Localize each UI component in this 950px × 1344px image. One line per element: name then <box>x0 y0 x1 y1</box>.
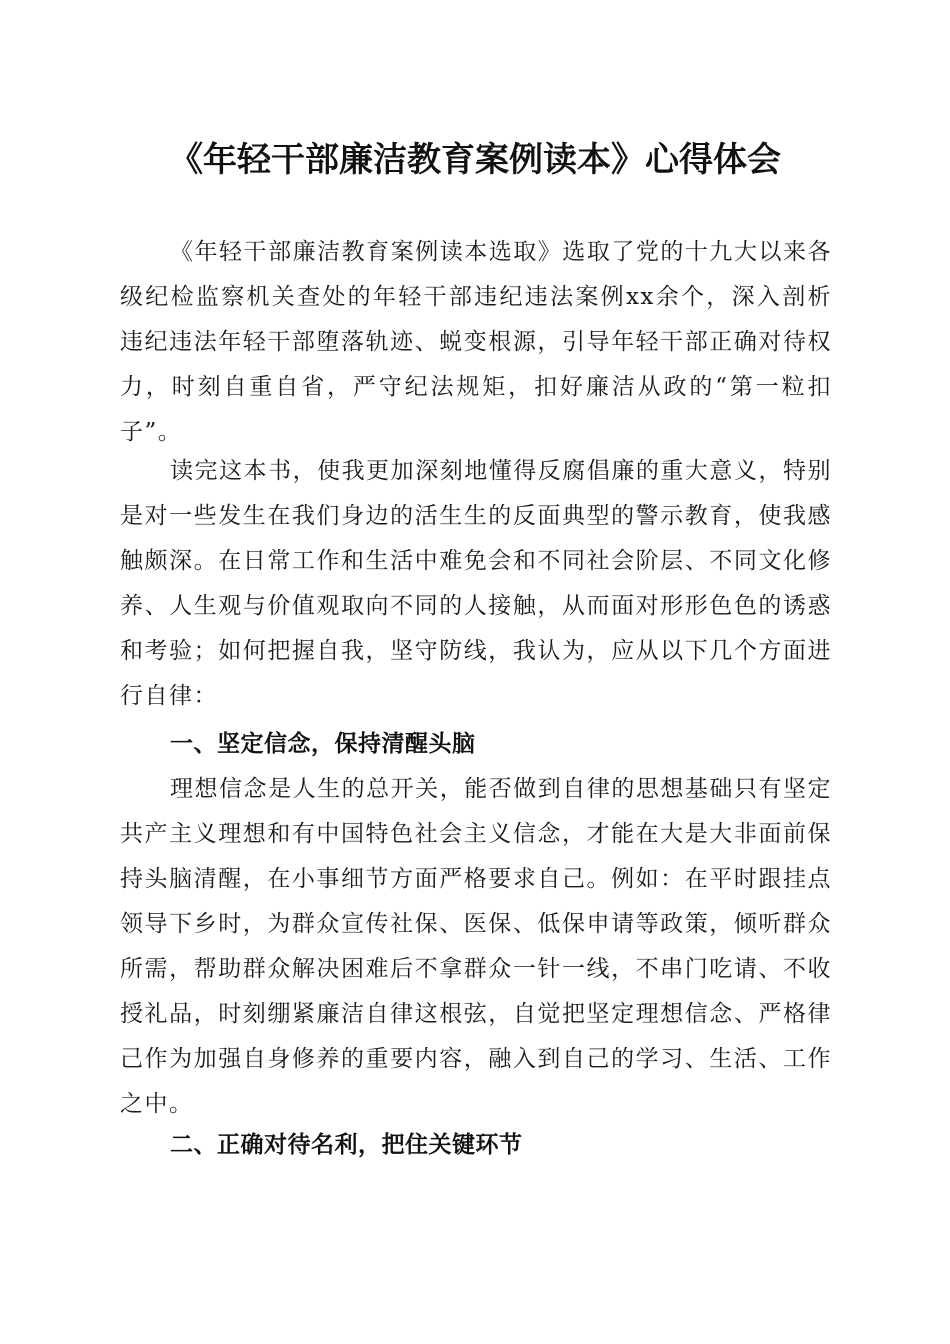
document-title: 《年轻干部廉洁教育案例读本》心得体会 <box>169 140 781 180</box>
section-heading-2 <box>120 1123 832 1168</box>
heading-text: 二、正确对待名利，把住关键环节 <box>170 1132 523 1158</box>
paragraph-text: 读完这本书，使我更加深刻地懂得反腐倡廉的重大意义，特别是对一些发生在我们身边的活生生的反面典型的警示教育，使我感触颇深。在日常工作和生活中难免会和不同社会阶层、不同文化修养、人生观与价值观取向不同的人接触，从而面对形形色色的诱惑和考验；如何把握自我，坚守防线，我认为，应从以下几个方面进行自律： <box>120 458 832 709</box>
section-heading-1 <box>120 722 832 767</box>
heading-text: 一、坚定信念，保持清醒头脑 <box>170 731 476 757</box>
paragraph-section-1 <box>120 767 832 1127</box>
paragraph-text: 《年轻干部廉洁教育案例读本选取》选取了党的十九大以来各级纪检监察机关查处的年轻干部违纪违法案例xx余个，深入剖析违纪违法年轻干部堕落轨迹、蜕变根源，引导年轻干部正确对待权力，时刻自重自省，严守纪法规矩，扣好廉洁从政的“第一粒扣子”。 <box>120 239 832 445</box>
paragraph-reflection <box>120 449 832 719</box>
paragraph-intro <box>120 230 832 455</box>
paragraph-text: 理想信念是人生的总开关，能否做到自律的思想基础只有坚定共产主义理想和有中国特色社会主义信念，才能在大是大非面前保持头脑清醒，在小事细节方面严格要求自己。例如：在平时跟挂点领导下乡时，为群众宣传社保、医保、低保申请等政策，倾听群众所需，帮助群众解决困难后不拿群众一针一线，不串门吃请、不收授礼品，时刻绷紧廉洁自律这根弦，自觉把坚定理想信念、严格律己作为加强自身修养的重要内容，融入到自己的学习、生活、工作之中。 <box>120 776 832 1117</box>
